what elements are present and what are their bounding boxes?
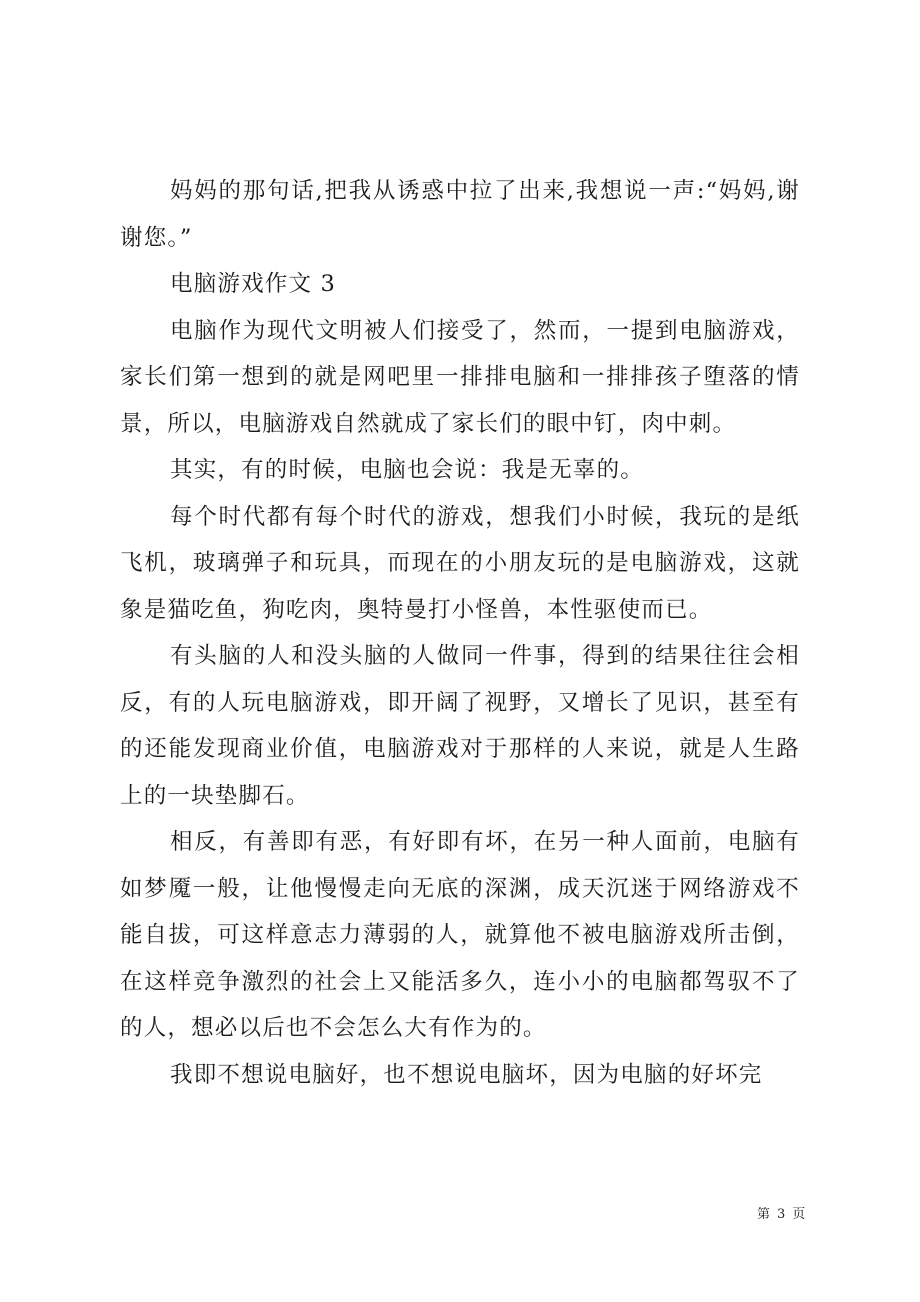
section-heading: 电脑游戏作文 3 xyxy=(170,271,337,297)
footer-suffix: 页 xyxy=(792,1207,807,1222)
paragraph-innocent: 其实，有的时候，电脑也会说：我是无辜的。 xyxy=(170,457,645,483)
footer-prefix: 第 xyxy=(757,1207,772,1222)
page-number: 3 xyxy=(777,1207,787,1222)
paragraph-conclusion-start: 我即不想说电脑好，也不想说电脑坏，因为电脑的好坏完 xyxy=(170,1061,763,1088)
paragraph-every-era: 每个时代都有每个时代的游戏，想我们小时候，我玩的是纸飞机，玻璃弹子和玩具，而现在的小朋友玩的是电脑游戏，这就象是猫吃鱼，狗吃肉，奥特曼打小怪兽，本性驱使而已。 xyxy=(120,503,800,623)
paragraph-intro: 电脑作为现代文明被人们接受了，然而，一提到电脑游戏，家长们第一想到的就是网吧里一排排电脑和一排排孩子堕落的情景，所以，电脑游戏自然就成了家长们的眼中钉，肉中刺。 xyxy=(120,317,800,437)
paragraph-smart-people: 有头脑的人和没头脑的人做同一件事，得到的结果往往会相反，有的人玩电脑游戏，即开阔了视野，又增长了见识，甚至有的还能发现商业价值，电脑游戏对于那样的人来说，就是人生路上的一块垫脚石。 xyxy=(120,643,800,809)
paragraph-opposite: 相反，有善即有恶，有好即有坏，在另一种人面前，电脑有如梦魇一般，让他慢慢走向无底的深渊，成天沉迷于网络游戏不能自拔，可这样意志力薄弱的人，就算他不被电脑游戏所击倒，在这样竞争激烈的社会上又能活多久，连小小的电脑都驾驭不了的人，想必以后也不会怎么大有作为的。 xyxy=(120,829,800,1041)
page-footer xyxy=(757,1206,806,1224)
document-body xyxy=(120,168,800,1098)
paragraph-mother-quote: 妈妈的那句话,把我从诱惑中拉了出来,我想说一声:“妈妈,谢谢您。” xyxy=(120,178,800,251)
